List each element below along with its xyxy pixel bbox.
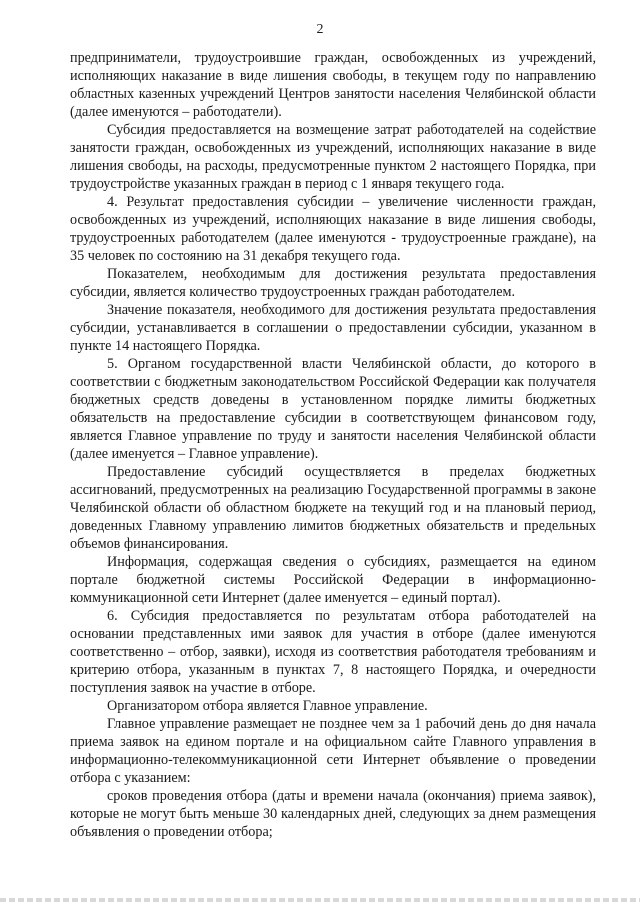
- paragraph-announcement: Главное управление размещает не позднее чем за 1 рабочий день до дня начала приема заявок на едином портале и на официальном сайте Главного управления в информационно-телекоммуникационной сети Интернет объявление о проведении отбора с указанием:: [70, 716, 596, 786]
- paragraph-indicator: Показателем, необходимым для достижения результата предоставления субсидии, является количество трудоустроенных граждан работодателем.: [70, 266, 596, 300]
- paragraph-deadlines: сроков проведения отбора (даты и времени начала (окончания) приема заявок), которые не могут быть меньше 30 календарных дней, следующих за днем размещения объявления о проведении отбора;: [70, 788, 596, 840]
- paragraph-item-6-selection: 6. Субсидия предоставляется по результатам отбора работодателей на основании представленных ими заявок для участия в отборе (далее именуются соответственно – отбор, заявки), исходя из соответствия работодателя требованиям и критерию отбора, указанным в пунктах 7, 8 настоящего Порядка, и очередности поступления заявок на участие в отборе.: [70, 608, 596, 696]
- paragraph-item-5-authority: 5. Органом государственной власти Челябинской области, до которого в соответствии с бюджетным законодательством Российской Федерации как получателя бюджетных средств доведены в установленном порядке лимиты бюджетных обязательств на предоставление субсидии в соответствующем финансовом году, является Главное управление по труду и занятости населения Челябинской области (далее именуется – Главное управление).: [70, 356, 596, 462]
- document-body: [70, 49, 596, 841]
- paragraph-item-4-result: 4. Результат предоставления субсидии – увеличение численности граждан, освобожденных из учреждений, исполняющих наказание в виде лишения свободы, трудоустроенных работодателем (далее именуются - трудоустроенные граждане), на 35 человек по состоянию на 31 декабря текущего года.: [70, 194, 596, 264]
- paragraph-budget-limits: Предоставление субсидий осуществляется в пределах бюджетных ассигнований, предусмотренных на реализацию Государственной программы в законе Челябинской области об областном бюджете на текущий год и на плановый период, доведенных Главному управлению лимитов бюджетных обязательств и предельных объемов финансирования.: [70, 464, 596, 552]
- scan-bottom-edge: [0, 898, 640, 902]
- paragraph-organizer: Организатором отбора является Главное управление.: [107, 698, 428, 714]
- page-number: 2: [316, 22, 324, 37]
- paragraph-information-portal: Информация, содержащая сведения о субсидиях, размещается на едином портале бюджетной системы Российской Федерации в информационно-коммуникационной сети Интернет (далее именуется – единый портал).: [70, 554, 596, 606]
- paragraph-continuation: предприниматели, трудоустроившие граждан, освобожденных из учреждений, исполняющих наказание в виде лишения свободы, в текущем году по направлению областных казенных учреждений Центров занятости населения Челябинской области (далее именуются – работодатели).: [70, 50, 596, 120]
- paragraph-indicator-value: Значение показателя, необходимого для достижения результата предоставления субсидии, устанавливается в соглашении о предоставлении субсидии, указанном в пункте 14 настоящего Порядка.: [70, 302, 596, 354]
- paragraph-subsidy-purpose: Субсидия предоставляется на возмещение затрат работодателей на содействие занятости граждан, освобожденных из учреждений, исполняющих наказание в виде лишения свободы, на расходы, предусмотренные пунктом 2 настоящего Порядка, при трудоустройстве указанных граждан в период с 1 января текущего года.: [70, 122, 596, 192]
